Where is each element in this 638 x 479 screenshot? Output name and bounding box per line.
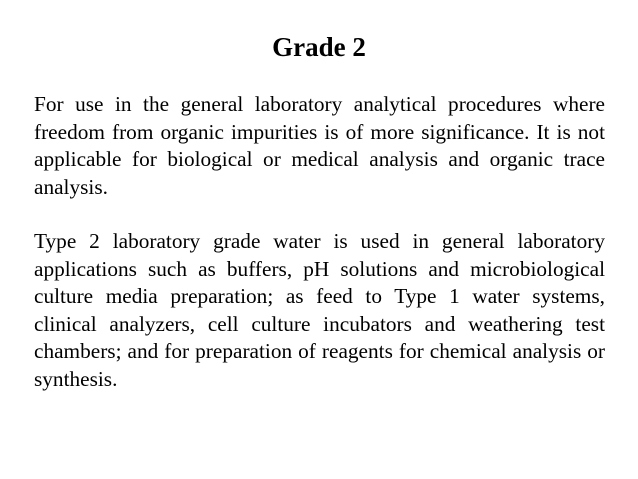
- paragraph-applications: Type 2 laboratory grade water is used in general laboratory applications such as buffers, pH solutions and microbiological culture media preparation; as feed to Type 1 water systems, clinical analyzers, cell culture incubators and weathering test chambers; and for preparation of reagents for chemical analysis or synthesis.: [34, 229, 605, 391]
- paragraph-usage: For use in the general laboratory analytical procedures where freedom from organic impurities is of more significance. It is not applicable for biological or medical analysis and organic trace analysis.: [34, 92, 605, 199]
- slide-body: [34, 91, 605, 393]
- slide-title: Grade 2: [272, 32, 366, 62]
